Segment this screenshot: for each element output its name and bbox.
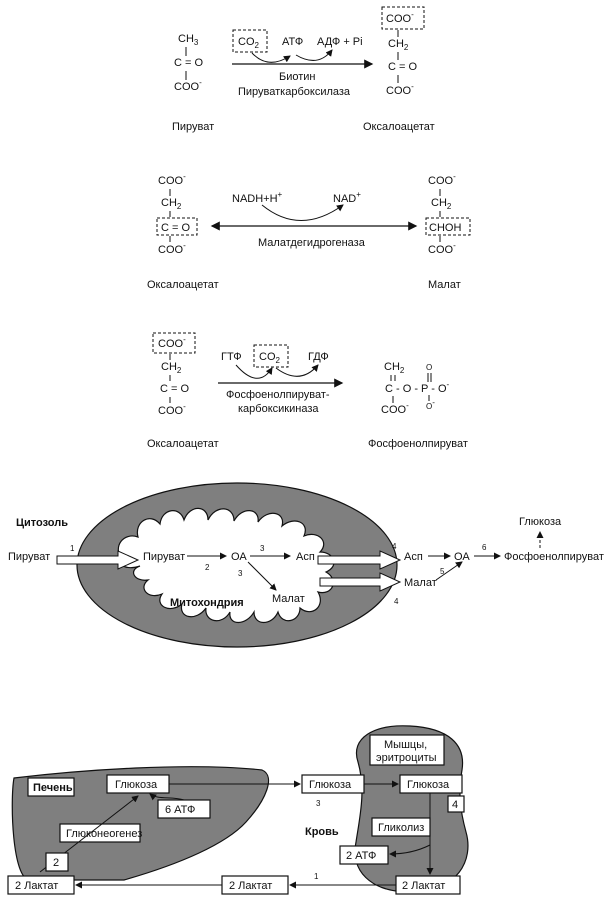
malate-choh: CHOH [429, 222, 462, 234]
blood-glucose: Глюкоза [309, 779, 352, 791]
gluconeogenesis: Глюконеогенез [66, 828, 143, 840]
cori-cycle [8, 726, 468, 894]
pep-cytosol: Фосфоенолпируват [504, 551, 604, 563]
liver-glucose: Глюкоза [115, 779, 158, 791]
pyruvate-co: C = O [174, 57, 204, 69]
pep-o-top: O [426, 363, 433, 372]
step-1: 1 [70, 544, 75, 553]
malate-name: Малат [428, 279, 461, 291]
asp-matrix: Асп [296, 551, 315, 563]
mitochondria-label: Митохондрия [170, 597, 244, 609]
glucose-cytosol: Глюкоза [519, 516, 562, 528]
oa-cytosol: ОА [454, 551, 470, 563]
gtp-label: ГТФ [221, 351, 242, 363]
pyruvate-cytosol: Пируват [8, 551, 51, 563]
co2-label: $CO_2$ [238, 36, 259, 50]
malate-ch2: $CH_2$ [431, 197, 452, 211]
adp-curve [296, 50, 332, 60]
cytosol-label: Цитозоль [16, 517, 69, 529]
pep-o-bottom: O- [426, 398, 435, 411]
oxaloacetate-co: C = O [160, 383, 190, 395]
nadh-nad-curve [262, 205, 343, 221]
malate-matrix: Малат [272, 593, 305, 605]
reaction-pep-carboxykinase [147, 333, 468, 450]
muscle-lactate: 2 Лактат [402, 880, 446, 892]
oxaloacetate-co: C = O [388, 61, 418, 73]
oxaloacetate-coo-bottom: COO- [158, 402, 186, 417]
atp-label: АТФ [282, 36, 304, 48]
atp6: 6 АТФ [165, 804, 196, 816]
oxaloacetate-coo-top: COO- [158, 172, 186, 187]
step-4b: 4 [394, 597, 399, 606]
pyruvate-carboxylase-label: Пируваткарбоксилаза [238, 86, 351, 98]
step-3b: 3 [238, 569, 243, 578]
pep-coo: COO- [381, 401, 409, 416]
blood-label: Кровь [305, 826, 339, 838]
pep-name: Фосфоенолпируват [368, 438, 468, 450]
muscle-glucose: Глюкоза [407, 779, 450, 791]
oxaloacetate-coo-top: COO- [158, 335, 186, 350]
enzyme-line2: карбоксикиназа [238, 403, 319, 415]
adp-pi-label: АДФ + Pi [317, 36, 363, 48]
pyruvate-name: Пируват [172, 121, 215, 133]
muscle-label-line1: Мышцы, [384, 739, 428, 751]
step-5: 5 [440, 567, 445, 576]
muscle-label-line2: эритроциты [376, 752, 437, 764]
oxaloacetate-ch2: $CH_2$ [161, 197, 182, 211]
reaction-pyruvate-carboxylase [172, 7, 435, 133]
oxaloacetate-coo-bottom: COO- [386, 82, 414, 97]
gdp-label: ГДФ [308, 351, 329, 363]
co2-atp-curve [252, 53, 290, 62]
step-3a: 3 [260, 544, 265, 553]
oxaloacetate-coo-top: COO- [386, 10, 414, 25]
pyruvate-matrix: Пируват [143, 551, 186, 563]
liver-label: Печень [33, 782, 73, 794]
oxaloacetate-coo-bottom: COO- [158, 241, 186, 256]
oxaloacetate-ch2: $CH_2$ [388, 38, 409, 52]
step-4: 4 [452, 799, 459, 811]
step-6: 6 [482, 543, 487, 552]
oxaloacetate-ch2: $CH_2$ [161, 361, 182, 375]
malate-cytosol: Малат [404, 577, 437, 589]
biotin-label: Биотин [279, 71, 316, 83]
malate-coo-bottom: COO- [428, 241, 456, 256]
liver-lactate: 2 Лактат [15, 880, 59, 892]
oxaloacetate-name: Оксалоацетат [147, 438, 219, 450]
step-2: 2 [205, 563, 210, 572]
pep-main: C - O - P - O- [385, 380, 450, 395]
atp2: 2 АТФ [346, 850, 377, 862]
pyruvate-ch3: $CH_3$ [178, 33, 199, 47]
enzyme-line1: Фосфоенолпируват- [226, 389, 330, 401]
glycolysis: Гликолиз [378, 822, 425, 834]
step-1: 1 [314, 872, 319, 881]
mitochondrion-scheme [8, 483, 604, 647]
oxaloacetate-co: C = O [161, 222, 191, 234]
nad-label: NAD+ [333, 190, 361, 205]
oxaloacetate-name: Оксалоацетат [147, 279, 219, 291]
pyruvate-coo: COO- [174, 78, 202, 93]
co2-label: $CO_2$ [259, 351, 280, 365]
oa-matrix: ОА [231, 551, 247, 563]
step-3: 3 [316, 799, 321, 808]
malate-dehydrogenase-label: Малатдегидрогеназа [258, 237, 365, 249]
blood-lactate: 2 Лактат [229, 880, 273, 892]
nadh-label: NADH+H+ [232, 190, 283, 205]
step-4a: 4 [392, 542, 397, 551]
step-2: 2 [53, 857, 60, 869]
reaction-malate-dehydrogenase [147, 172, 470, 291]
oxaloacetate-name: Оксалоацетат [363, 121, 435, 133]
asp-cytosol: Асп [404, 551, 423, 563]
pep-ch2: $CH_2$ [384, 361, 405, 375]
malate-coo-top: COO- [428, 172, 456, 187]
